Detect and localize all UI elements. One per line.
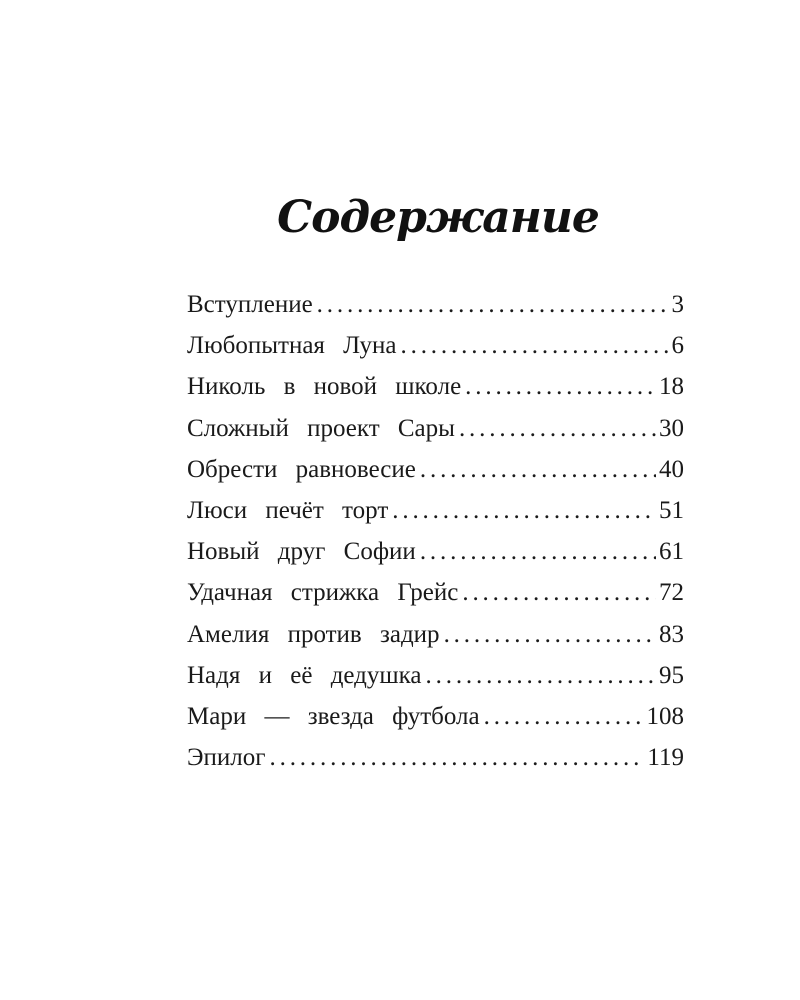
toc-entry-page: 51 bbox=[659, 496, 684, 524]
toc-entry[interactable] bbox=[187, 325, 684, 366]
toc-entry-page: 61 bbox=[659, 538, 684, 566]
toc-entry-title: Сложный проект Сары bbox=[187, 414, 455, 442]
toc-entry-page: 119 bbox=[647, 744, 684, 772]
toc-entry[interactable] bbox=[187, 490, 684, 531]
toc-entry-title: Новый друг Софии bbox=[187, 538, 416, 566]
toc-entry[interactable] bbox=[187, 696, 684, 737]
table-of-contents bbox=[187, 284, 684, 778]
toc-entry-page: 95 bbox=[659, 661, 684, 689]
toc-entry-title: Любопытная Луна bbox=[187, 332, 397, 360]
toc-entry-page: 40 bbox=[659, 455, 684, 483]
toc-entry[interactable] bbox=[187, 408, 684, 449]
toc-entry-title: Надя и её дедушка bbox=[187, 661, 422, 689]
toc-entry-page: 3 bbox=[671, 291, 684, 318]
toc-entry-title: Мари — звезда футбола bbox=[187, 702, 480, 730]
dot-leader bbox=[426, 655, 656, 696]
toc-entry-page: 108 bbox=[646, 702, 684, 730]
toc-entry-page: 18 bbox=[659, 373, 684, 401]
toc-entry[interactable] bbox=[187, 614, 684, 655]
toc-entry[interactable] bbox=[187, 737, 684, 778]
dot-leader bbox=[420, 531, 656, 572]
toc-entry-title: Вступление bbox=[187, 291, 313, 318]
dot-leader bbox=[462, 572, 656, 613]
dot-leader bbox=[317, 284, 669, 325]
dot-leader bbox=[465, 366, 656, 407]
toc-entry-title: Амелия против задир bbox=[187, 620, 440, 648]
dot-leader bbox=[459, 408, 656, 449]
toc-entry-page: 30 bbox=[659, 414, 684, 442]
toc-entry-title: Обрести равновесие bbox=[187, 455, 416, 483]
dot-leader bbox=[392, 490, 656, 531]
toc-entry[interactable] bbox=[187, 655, 684, 696]
toc-entry[interactable] bbox=[187, 449, 684, 490]
toc-entry-title: Удачная стрижка Грейс bbox=[187, 579, 459, 607]
toc-entry-title: Люси печёт торт bbox=[187, 496, 389, 524]
toc-entry[interactable] bbox=[187, 366, 684, 407]
dot-leader bbox=[270, 737, 645, 778]
toc-entry-page: 83 bbox=[659, 620, 684, 648]
toc-entry[interactable] bbox=[187, 284, 684, 325]
page-title: Содержание bbox=[277, 192, 599, 243]
toc-entry-page: 6 bbox=[671, 332, 684, 360]
dot-leader bbox=[444, 614, 656, 655]
toc-entry-page: 72 bbox=[659, 579, 684, 607]
toc-entry-title: Эпилог bbox=[187, 744, 266, 772]
dot-leader bbox=[420, 449, 656, 490]
dot-leader bbox=[401, 325, 669, 366]
toc-entry-title: Николь в новой школе bbox=[187, 373, 462, 401]
toc-entry[interactable] bbox=[187, 531, 684, 572]
dot-leader bbox=[484, 696, 644, 737]
toc-entry[interactable] bbox=[187, 572, 684, 613]
